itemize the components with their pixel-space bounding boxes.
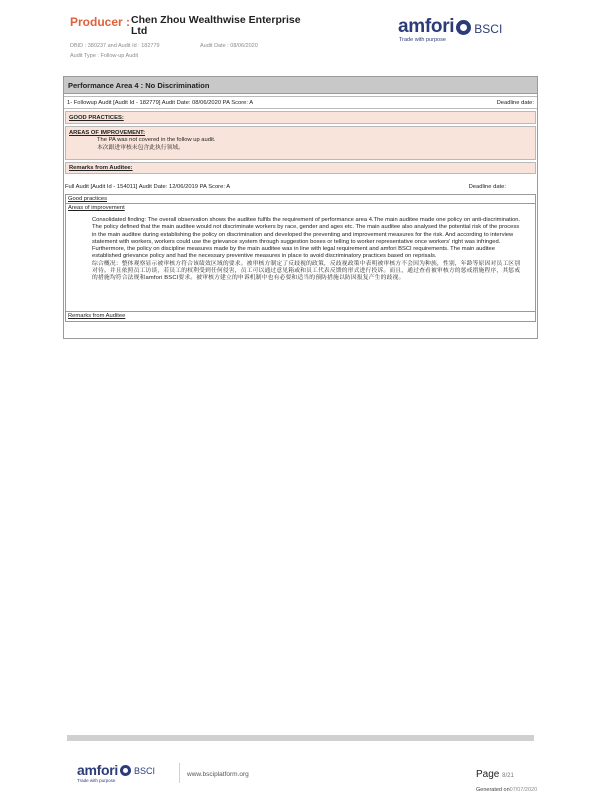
dbid-line: DBID : 380237 and Audit Id : 182779 (70, 43, 160, 49)
footer-separator (179, 763, 180, 783)
generated-on (476, 787, 537, 793)
full-good-practices: Good practices (65, 194, 536, 204)
followup-audit-row (64, 96, 537, 109)
generated-label: Generated on (476, 787, 510, 793)
followup-areas-box (65, 126, 536, 160)
footer-amfori-logo (77, 763, 155, 777)
footer-bsci-wordmark: BSCI (134, 766, 156, 776)
full-audit-details (65, 194, 536, 322)
full-finding-en: Consolidated finding: The overall observation shows the auditee fulfils the requirement of performance area 4.The main auditee made one policy on anti-discrimination. The policy defined that the main auditee would not discriminate workers by race, gender and ages etc. The main auditee also analysed the potential risk of the process in the main auditee during establishing the policy on discrimination and developed the preventing and improvement measures for the risk. And according to interview statement with workers, workers could use the grievance system through suggestion boxes or telling to worker representative once workers' right was infringed. Furthermore, the policy on discipline measures made by the main auditee was in line with legal requirement and amfori BSCI requirements. The main auditee established grievance policy and had the necessary preventive measures in place to avoid discriminatory practices based on reprisals. (92, 217, 521, 260)
amfori-wordmark: amfori (398, 16, 455, 37)
footer-tagline: Trade with purpose (77, 778, 116, 783)
full-audit-line: Full Audit [Audit Id - 154011] Audit Date: 12/06/2019 PA Score: A (65, 184, 231, 190)
brand-tagline: Trade with purpose (399, 37, 446, 43)
audit-date-line: Audit Date : 08/06/2020 (200, 43, 258, 49)
producer-name: Chen Zhou Wealthwise Enterprise Ltd (131, 14, 301, 37)
page-indicator (476, 769, 514, 780)
generated-date: 07/07/2020 (509, 787, 538, 793)
full-finding-cn: 综合概况：整体观察显示被审核方符合该绩效区域的要求。被审核方制定了反歧视的政策，反歧视政策中表明被审核方不会因为种族，性别，年龄等原因对员工区别对待。并且依照员工访谈，若员工的权利受到任何侵害，员工可以通过意见箱或和员工代表反馈的形式进行投诉。而且，通过查看被审核方的惩戒措施程序，其惩戒的措施均符合法规和amfori BSCI要求。被审核方建立的申诉机制中也有必要和适当的预防措施以防因报复产生的歧视。 (92, 260, 521, 282)
performance-area-panel (63, 76, 538, 339)
performance-area-title: Performance Area 4 : No Discrimination (64, 77, 537, 94)
page-number: 8/21 (502, 773, 514, 779)
producer-label: Producer : (70, 15, 131, 29)
bsci-wordmark: BSCI (474, 22, 503, 36)
footer-amfori-wordmark: amfori (77, 762, 118, 778)
amfori-ring-icon (456, 20, 471, 35)
followup-deadline: Deadline date: (496, 99, 534, 106)
full-areas-heading: Areas of improvement (68, 205, 125, 211)
platform-link[interactable]: www.bsciplatform.org (187, 771, 249, 778)
full-remarks: Remarks from Auditee (65, 312, 536, 322)
followup-remarks: Remarks from Auditee: (65, 162, 536, 174)
footer-divider-bar (67, 735, 534, 741)
followup-areas-heading: AREAS OF IMPROVEMENT: (69, 130, 146, 136)
followup-audit-line: 1- Followup Audit [Audit Id - 182779] Audit Date: 08/06/2020 PA Score: A (67, 99, 254, 106)
page-label: Page (476, 769, 500, 780)
full-deadline: Deadline date: (468, 184, 506, 190)
followup-areas-en: The PA was not covered in the follow up audit. (97, 137, 216, 143)
amfori-bsci-logo (398, 17, 502, 36)
followup-good-practices: GOOD PRACTICES: (65, 111, 536, 124)
audit-type-line: Audit Type : Follow-up Audit (70, 53, 139, 59)
footer-amfori-ring-icon (120, 765, 131, 776)
full-areas-box (65, 204, 536, 312)
full-audit-row (64, 180, 537, 194)
followup-areas-cn: 本次跟进审核未包含此执行领域。 (97, 145, 184, 151)
